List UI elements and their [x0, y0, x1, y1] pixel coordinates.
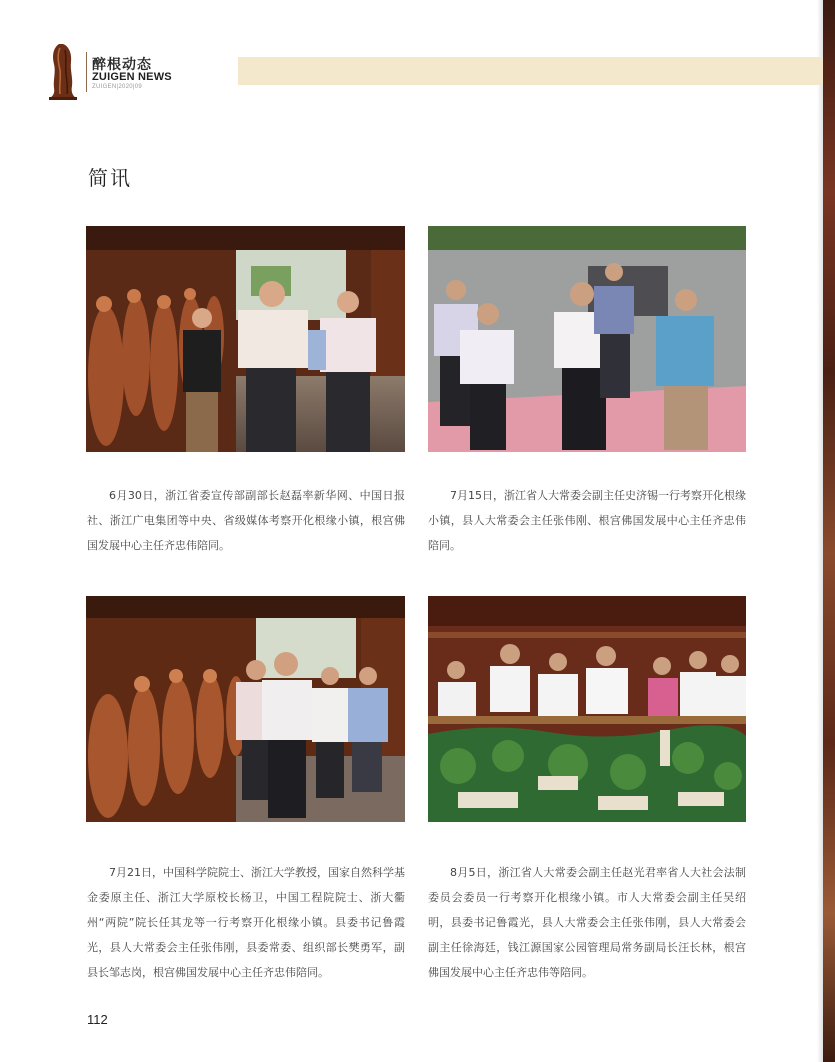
- news-photo-4: [428, 596, 746, 822]
- news-caption-4: 8月5日，浙江省人大常委会副主任赵光君率省人大社会法制委员会委员一行考察开化根缘小镇。市人大常委会副主任吴绍明，县委书记鲁霞光，县人大常委会主任张伟刚，县人大常委会副主任徐海廷，钱江源国家公园管理局常务副局长汪长林，根宫佛国发展中心主任齐忠伟等陪同。: [428, 866, 746, 979]
- header-band: [238, 57, 823, 85]
- news-photo-1: [86, 226, 405, 452]
- issue-label: ZUIGEN|2020|09: [92, 84, 143, 90]
- news-photo-2: [428, 226, 746, 452]
- brand-title-en: ZUIGEN NEWS: [92, 71, 172, 83]
- adjacent-page-edge: [823, 0, 835, 1062]
- news-caption-1: 6月30日，浙江省委宣传部副部长赵磊率新华网、中国日报社、浙江广电集团等中央、省级媒体考察开化根缘小镇，根宫佛国发展中心主任齐忠伟陪同。: [87, 489, 405, 552]
- page-fold-shadow: [817, 0, 823, 1062]
- news-caption-2: 7月15日，浙江省人大常委会副主任史济锡一行考察开化根缘小镇，县人大常委会主任张伟刚、根宫佛国发展中心主任齐忠伟陪同。: [428, 489, 746, 552]
- header-divider: [86, 52, 87, 92]
- section-title: 简讯: [88, 166, 132, 190]
- page-number: 112: [87, 1012, 108, 1027]
- brand-title-cn: 醉根动态: [92, 57, 152, 73]
- news-caption-3: 7月21日，中国科学院院士、浙江大学教授，国家自然科学基金委原主任、浙江大学原校长杨卫，中国工程院院士、浙大衢州“两院”院长任其龙等一行考察开化根缘小镇。县委书记鲁霞光，县人大常委会主任张伟刚，县委常委、组织部长樊勇军，副县长邹志岗，根宫佛国发展中心主任齐忠伟陪同。: [87, 866, 405, 979]
- news-photo-3: [86, 596, 405, 822]
- zuigen-logo-icon: [47, 42, 79, 100]
